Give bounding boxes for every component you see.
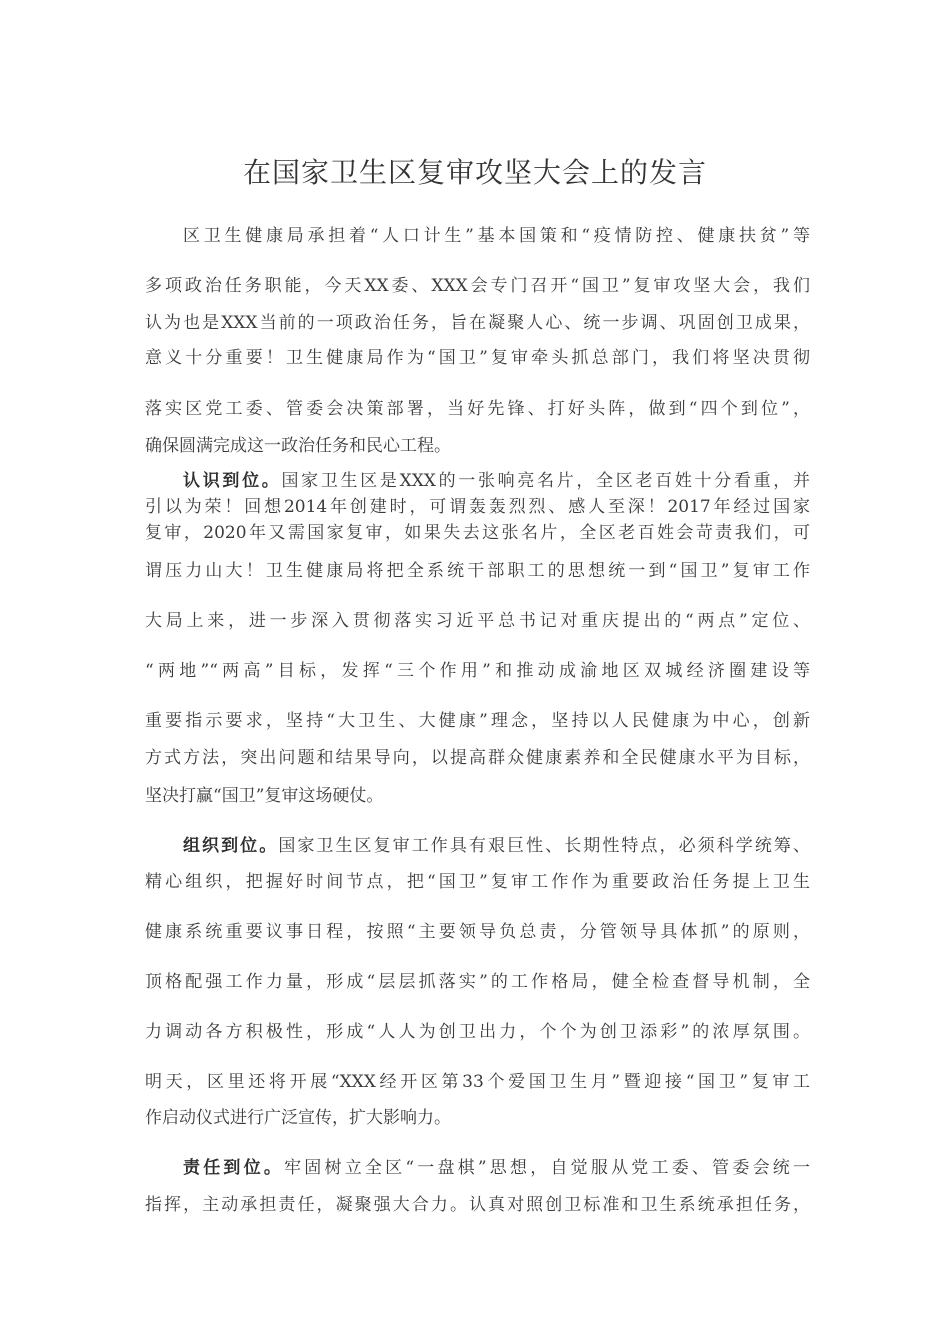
paragraph-2-heading: 认识到位。	[183, 471, 282, 491]
paragraph-1-line-5: 落实区党工委、管委会决策部署，当好先锋、打好头阵，做到“四个到位”，	[145, 399, 810, 419]
paragraph-3-line-5: 力调动各方积极性，形成“人人为创卫出力，个个为创卫添彩”的浓厚氛围。	[145, 1022, 810, 1042]
paragraph-3-heading: 组织到位。	[183, 836, 279, 856]
paragraph-3-line-7: 作启动仪式进行广泛宣传，扩大影响力。	[145, 1108, 451, 1128]
paragraph-2-line-1	[145, 469, 810, 493]
paragraph-3-line-3: 健康系统重要议事日程，按照“主要领导负总责，分管领导具体抓”的原则，	[145, 922, 810, 942]
paragraph-2-line-6: “两地”“两高”目标，发挥“三个作用”和推动成渝地区双城经济圈建设等	[145, 661, 810, 681]
paragraph-1-line-4: 意义十分重要！卫生健康局作为“国卫”复审牵头抓总部门，我们将坚决贯彻	[145, 348, 810, 368]
paragraph-4-line-2: 指挥，主动承担责任，凝聚强大合力。认真对照创卫标准和卫生系统承担任务，	[145, 1195, 810, 1215]
paragraph-2-line-7: 重要指示要求，坚持“大卫生、大健康”理念，坚持以人民健康为中心，创新	[145, 711, 810, 731]
paragraph-4-line-1-text: 牢固树立全区“一盘棋”思想，自觉服从党工委、管委会统一	[284, 1158, 811, 1178]
paragraph-1-line-1: 区卫生健康局承担着“人口计生”基本国策和“疫情防控、健康扶贫”等	[183, 226, 810, 246]
paragraph-1-line-2: 多项政治任务职能，今天XX委、XXX会专门召开“国卫”复审攻坚大会，我们	[145, 276, 810, 296]
paragraph-3-line-2: 精心组织，把握好时间节点，把“国卫”复审工作作为重要政治任务提上卫生	[145, 872, 810, 892]
paragraph-2-line-8: 方式方法，突出问题和结果导向，以提高群众健康素养和全民健康水平为目标，	[145, 748, 810, 768]
paragraph-2-line-5: 大局上来，进一步深入贯彻落实习近平总书记对重庆提出的“两点”定位、	[145, 611, 810, 631]
paragraph-3-line-1-text: 国家卫生区复审工作具有艰巨性、长期性特点，必须科学统筹、	[278, 836, 810, 856]
paragraph-2-line-2: 引以为荣！回想2014年创建时，可谓轰轰烈烈、感人至深！2017年经过国家	[145, 497, 810, 517]
paragraph-1-line-3: 认为也是XXX当前的一项政治任务，旨在凝聚人心、统一步调、巩固创卫成果，	[145, 313, 810, 333]
paragraph-2-line-4: 谓压力山大！卫生健康局将把全系统干部职工的思想统一到“国卫”复审工作	[145, 561, 810, 581]
paragraph-4-line-1	[145, 1156, 810, 1180]
document-title: 在国家卫生区复审攻坚大会上的发言	[242, 156, 707, 189]
paragraph-2-line-1-text: 国家卫生区是XXX的一张响亮名片，全区老百姓十分看重，并	[281, 471, 810, 491]
paragraph-3-line-4: 顶格配强工作力量，形成“层层抓落实”的工作格局，健全检查督导机制，全	[145, 972, 810, 992]
paragraph-3-line-6: 明天，区里还将开展“XXX经开区第33个爱国卫生月”暨迎接“国卫”复审工	[145, 1072, 810, 1092]
paragraph-1-line-6: 确保圆满完成这一政治任务和民心工程。	[145, 436, 451, 456]
paragraph-2-line-9: 坚决打赢“国卫”复审这场硬仗。	[145, 786, 384, 806]
paragraph-4-heading: 责任到位。	[183, 1158, 285, 1178]
paragraph-2-line-3: 复审，2020年又需国家复审，如果失去这张名片，全区老百姓会苛责我们，可	[145, 523, 810, 543]
paragraph-3-line-1	[145, 834, 810, 858]
